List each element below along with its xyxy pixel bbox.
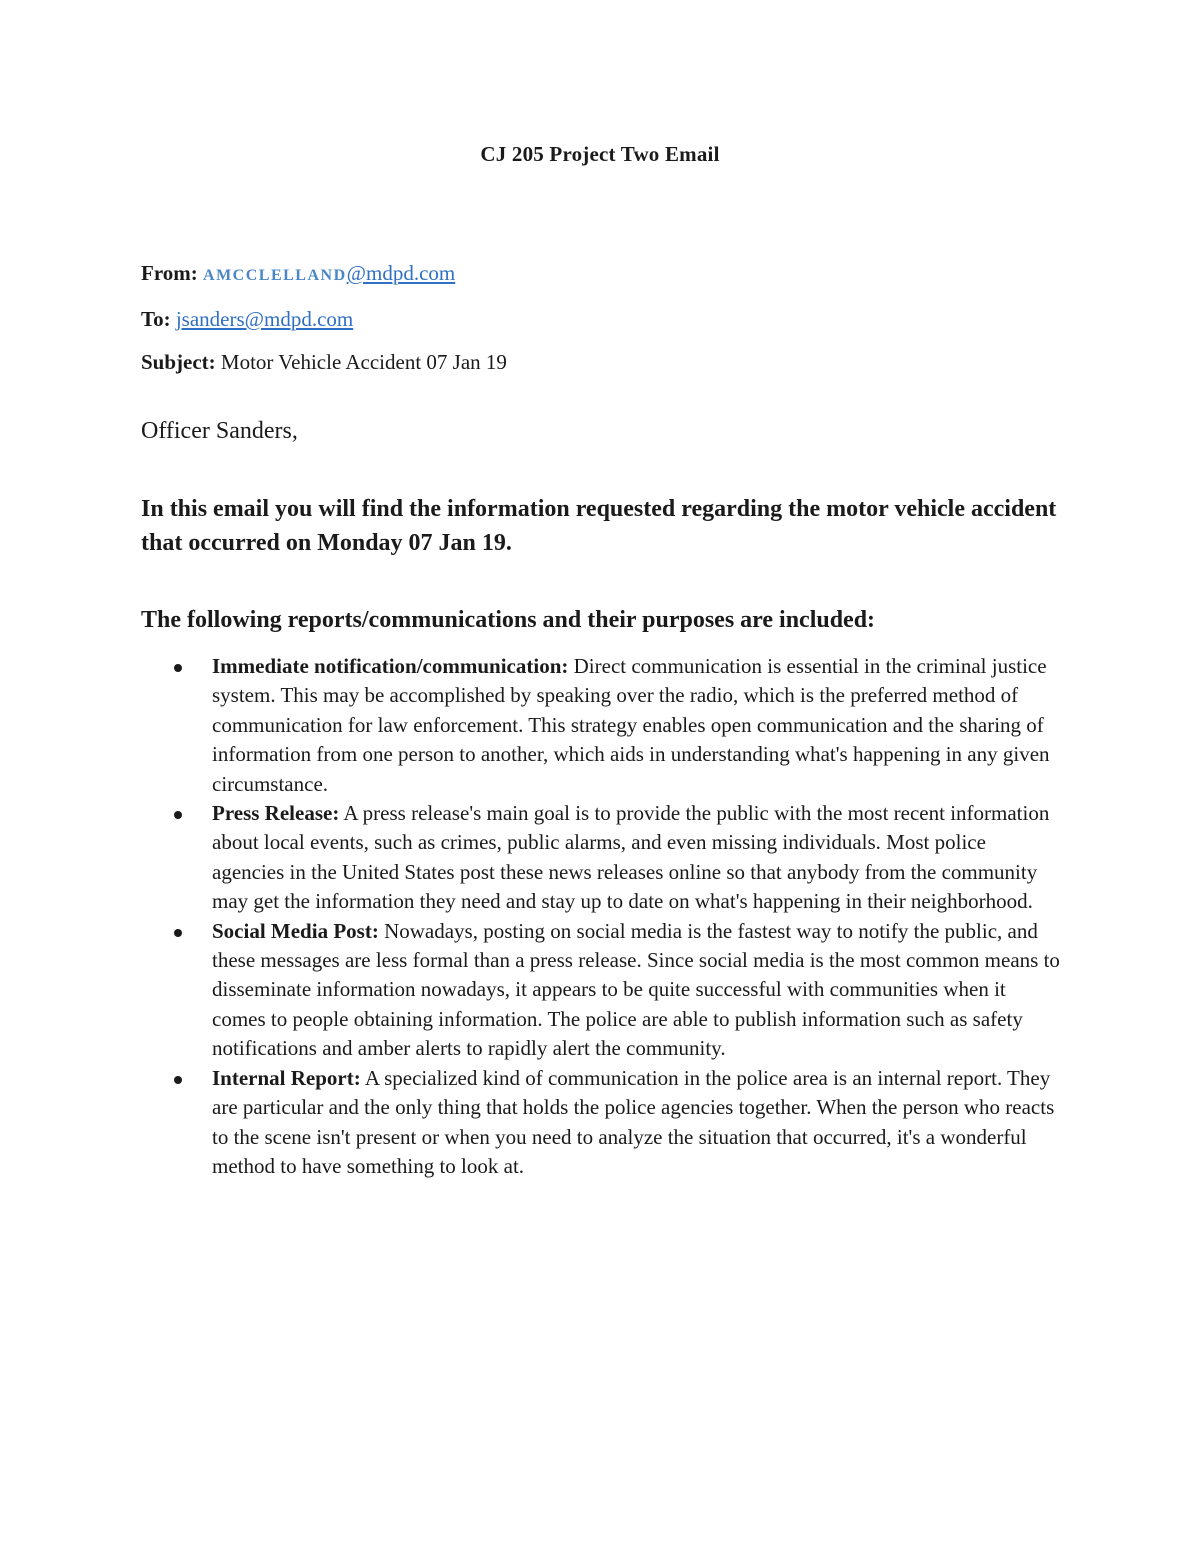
item-title: Internal Report: — [212, 1065, 361, 1090]
list-item — [141, 917, 1061, 1064]
item-text: A press release's main goal is to provide the public with the most recent information about local events, such as crimes, public alarms, and even missing individuals. Most police agencies in the United States post these news releases online so that anybody from the community may get the information they need and stay up to date on what's happening in their neighborhood. — [212, 801, 1050, 914]
from-domain[interactable]: @mdpd.com — [346, 261, 456, 285]
bullet-icon — [174, 664, 182, 672]
from-line — [141, 258, 1061, 291]
item-text: Nowadays, posting on social media is the fastest way to notify the public, and these messages are less formal than a press release. Since social media is the most common means to disseminate information nowadays, it appears to be quite successful with communities when it comes to people obtaining information. The police are able to publish information such as safety notifications and amber alerts to rapidly alert the community. — [212, 918, 1060, 1061]
list-item — [141, 799, 1061, 917]
item-text: A specialized kind of communication in the police area is an internal report. They are particular and the only thing that holds the police agencies together. When the person who reacts to the scene isn't present or when you need to analyze the situation that occurred, it's a wonderful method to have something to look at. — [212, 1065, 1055, 1178]
item-title: Press Release: — [212, 801, 340, 826]
bullet-icon — [174, 1076, 182, 1084]
from-address[interactable] — [203, 261, 455, 285]
email-header — [141, 258, 1061, 390]
subject-text: Motor Vehicle Accident 07 Jan 19 — [220, 350, 507, 374]
bullet-icon — [174, 811, 182, 819]
section-heading: The following reports/communications and their purposes are included: — [141, 607, 876, 633]
to-line — [141, 304, 1061, 334]
report-list — [141, 652, 1061, 1181]
subject-line — [141, 347, 1061, 377]
list-item — [141, 1064, 1061, 1182]
greeting: Officer Sanders, — [141, 418, 298, 444]
list-item — [141, 652, 1061, 799]
document-title: CJ 205 Project Two Email — [480, 142, 720, 166]
bullet-icon — [174, 929, 182, 937]
from-label: From: — [141, 261, 198, 285]
from-user[interactable]: AMCCLELLAND — [203, 267, 347, 284]
subject-label: Subject: — [141, 350, 216, 374]
to-address-link[interactable]: jsanders@mdpd.com — [175, 307, 354, 331]
item-title: Immediate notification/communication: — [212, 654, 569, 678]
item-text: Direct communication is essential in the criminal justice system. This may be accomplished by speaking over the radio, which is the preferred method of communication for law enforcement. This strategy enables open communication and the sharing of information from one person to another, which aids in understanding what's happening in any given circumstance. — [212, 654, 1050, 796]
intro-paragraph: In this email you will find the information requested regarding the motor vehicle accident that occurred on Monday 07 Jan 19. — [141, 496, 1057, 556]
to-label: To: — [141, 307, 171, 331]
item-title: Social Media Post: — [212, 918, 379, 943]
